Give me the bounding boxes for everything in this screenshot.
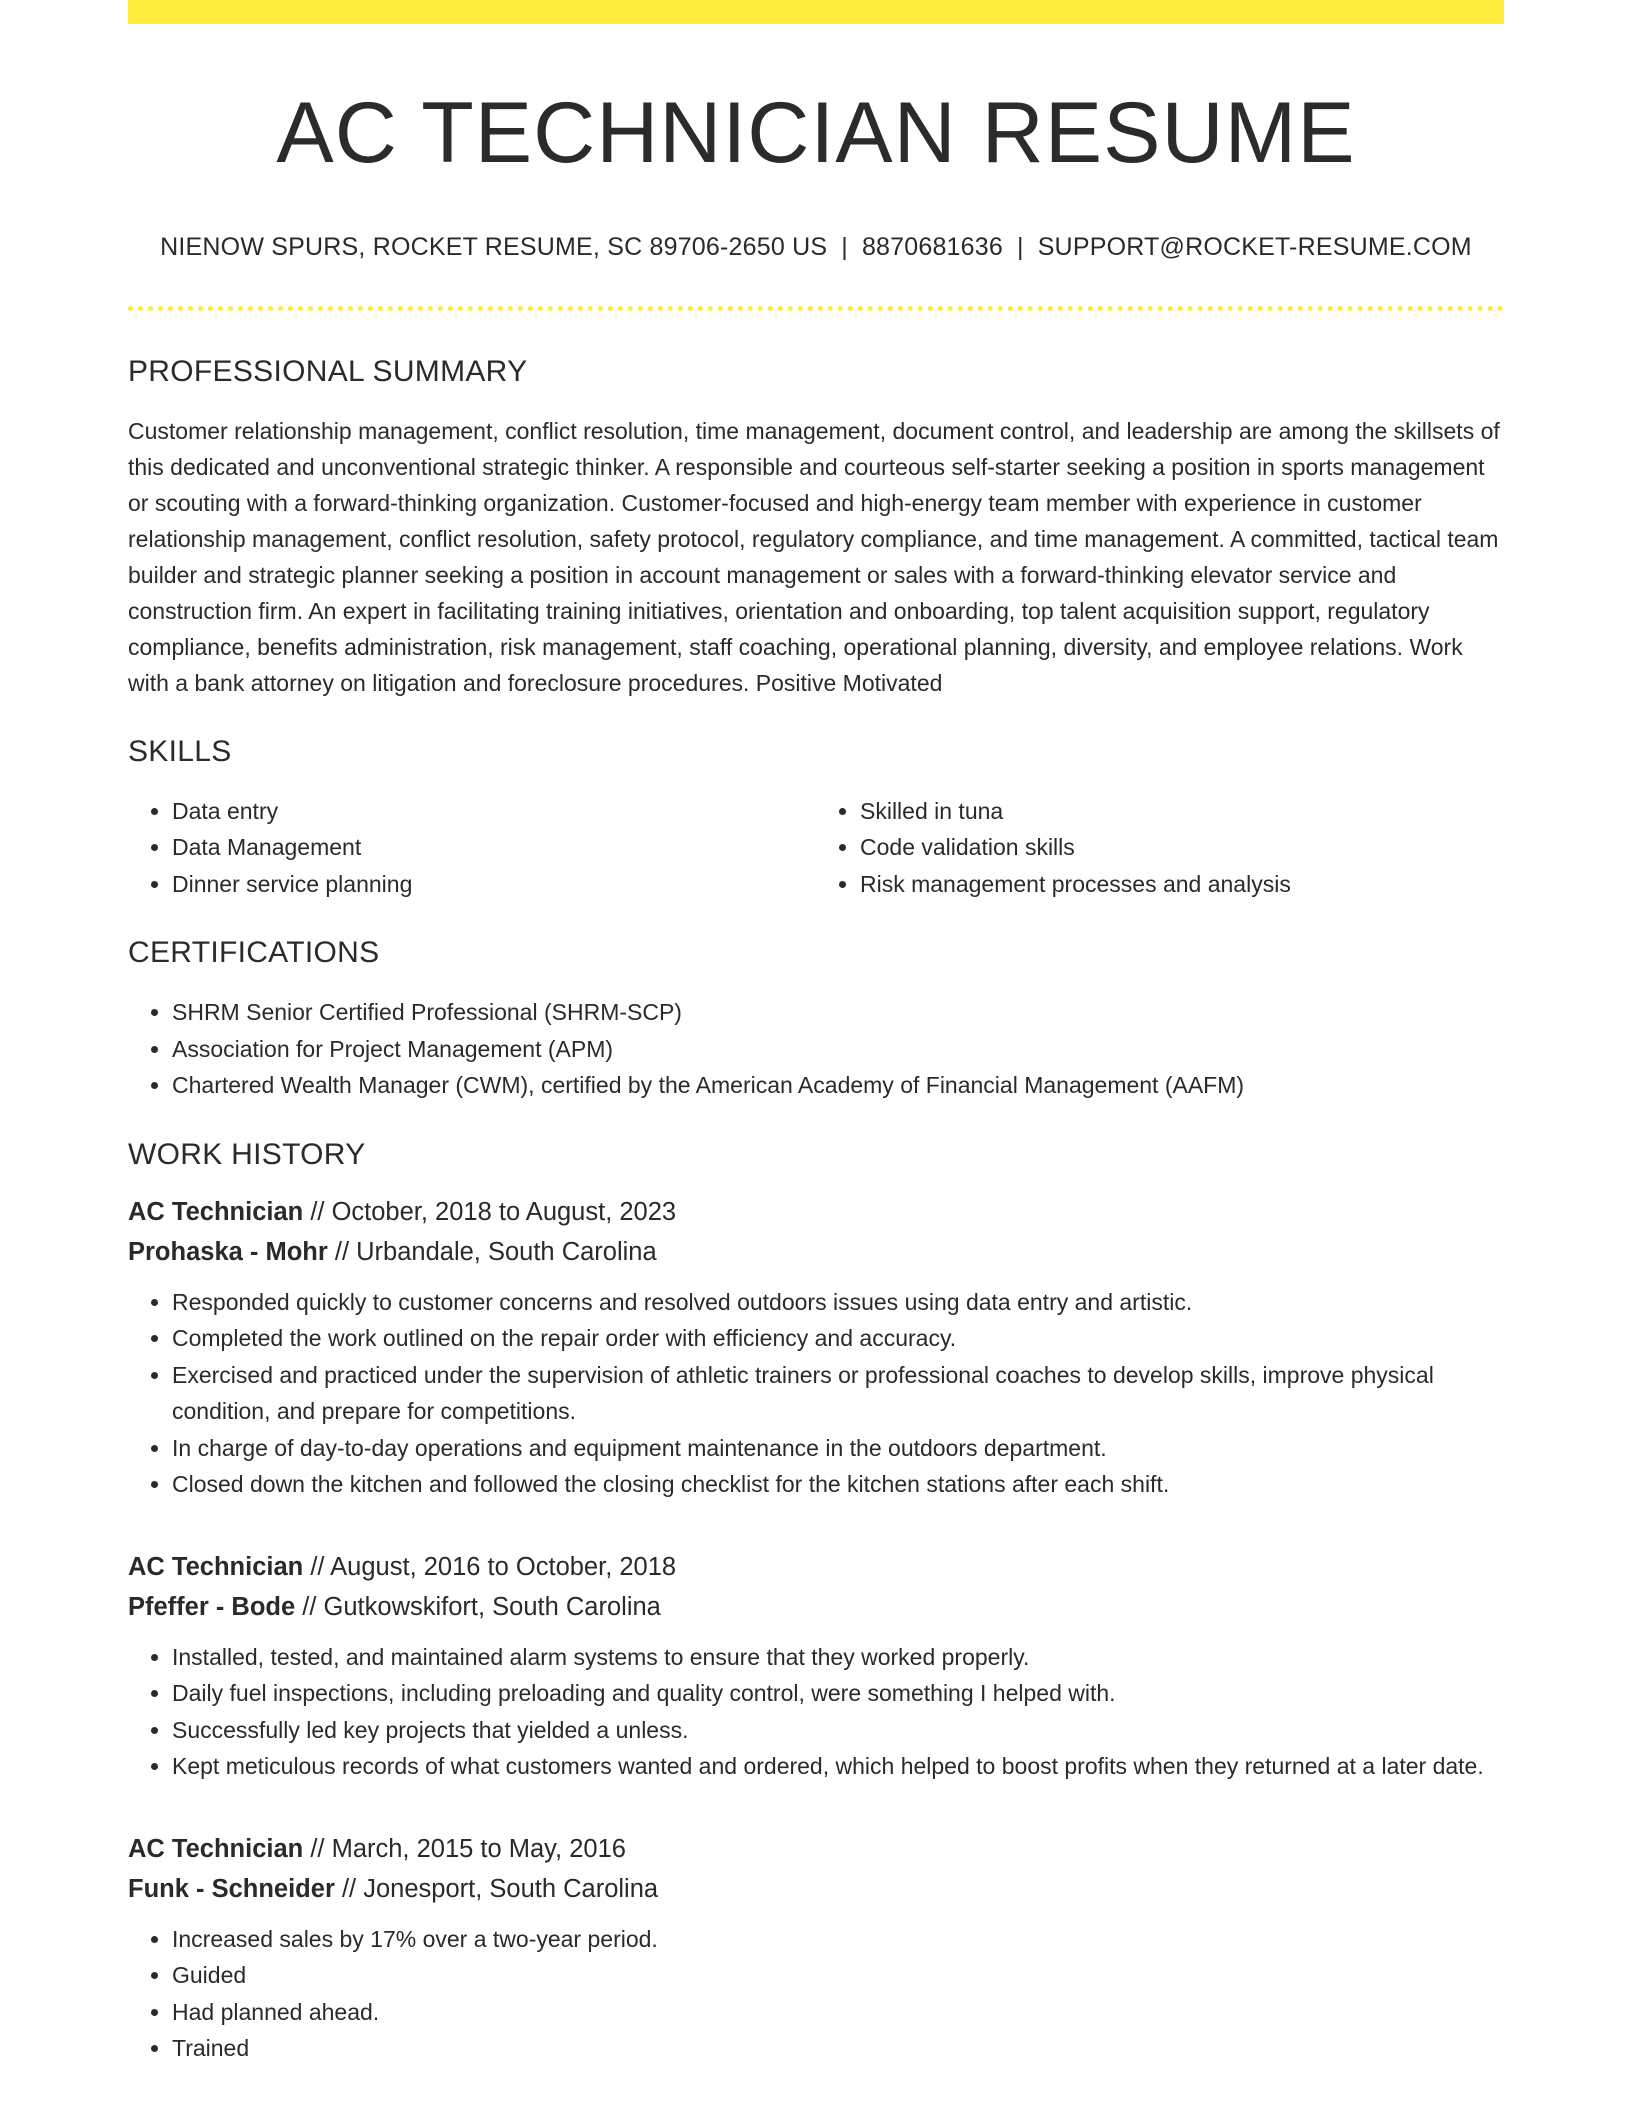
certification-item: • Chartered Wealth Manager (CWM), certified by the American Academy of Financial Management (AAFM): [172, 1067, 1504, 1104]
job-bullet: • Closed down the kitchen and followed the closing checklist for the kitchen stations after each shift.: [172, 1466, 1504, 1503]
job-entry: [128, 1547, 1504, 1785]
job-bullet: • Responded quickly to customer concerns and resolved outdoors issues using data entry and artistic.: [172, 1284, 1504, 1321]
job-bullets: [128, 1284, 1504, 1503]
work-history-section: [128, 1138, 1504, 2067]
job-company: Funk - Schneider: [128, 1874, 335, 1903]
skill-item: • Skilled in tuna: [860, 793, 1504, 830]
accent-bar: [128, 0, 1504, 24]
job-title-line: [128, 1192, 1504, 1232]
job-dates: // August, 2016 to October, 2018: [310, 1552, 677, 1581]
skills-column-left: [128, 793, 816, 903]
skills-section: [128, 735, 1504, 903]
resume-page: [128, 0, 1504, 2067]
job-bullet: • Completed the work outlined on the repair order with efficiency and accuracy.: [172, 1320, 1504, 1357]
job-entry: [128, 1192, 1504, 1503]
certification-item: • SHRM Senior Certified Professional (SHRM-SCP): [172, 994, 1504, 1031]
skill-item: • Risk management processes and analysis: [860, 866, 1504, 903]
contact-separator: |: [1016, 232, 1024, 261]
job-bullet: • Exercised and practiced under the supervision of athletic trainers or professional coaches to develop skills, improve physical condition, and prepare for competitions.: [172, 1357, 1504, 1430]
job-bullet: • Successfully led key projects that yielded a unless.: [172, 1712, 1504, 1749]
certifications-heading: CERTIFICATIONS: [128, 936, 380, 970]
certifications-section: [128, 936, 1504, 1104]
certification-item: • Association for Project Management (APM): [172, 1031, 1504, 1068]
job-title: AC Technician: [128, 1197, 304, 1226]
job-company-line: [128, 1232, 1504, 1272]
job-dates: // October, 2018 to August, 2023: [310, 1197, 677, 1226]
skill-item: • Data Management: [172, 829, 816, 866]
job-bullet: • In charge of day-to-day operations and equipment maintenance in the outdoors department.: [172, 1430, 1504, 1467]
contact-email: SUPPORT@ROCKET-RESUME.COM: [1037, 232, 1472, 261]
job-bullet: • Had planned ahead.: [172, 1994, 1504, 2031]
work-history-heading: WORK HISTORY: [128, 1137, 366, 1171]
job-location: // Urbandale, South Carolina: [334, 1237, 657, 1266]
job-company-line: [128, 1587, 1504, 1627]
job-entry: [128, 1829, 1504, 2067]
summary-text: Customer relationship management, conflict resolution, time management, document control, and leadership are among the skillsets of this dedicated and unconventional strategic thinker. A responsible and courteous self-starter seeking a position in sports management or scouting with a forward-thinking organization. Customer-focused and high-energy team member with experience in customer relationship management, conflict resolution, safety protocol, regulatory compliance, and time management. A committed, tactical team builder and strategic planner seeking a position in account management or sales with a forward-thinking elevator service and construction firm. An expert in facilitating training initiatives, orientation and onboarding, top talent acquisition support, regulatory compliance, benefits administration, risk management, staff coaching, operational planning, diversity, and employee relations. Work with a bank attorney on litigation and foreclosure procedures. Positive Motivated: [128, 417, 1500, 696]
job-location: // Gutkowskifort, South Carolina: [302, 1592, 661, 1621]
job-company: Prohaska - Mohr: [128, 1237, 328, 1266]
job-title: AC Technician: [128, 1552, 304, 1581]
job-bullet: • Trained: [172, 2030, 1504, 2067]
job-title-line: [128, 1547, 1504, 1587]
contact-address: NIENOW SPURS, ROCKET RESUME, SC 89706-2650 US: [160, 232, 828, 261]
job-bullets: [128, 1921, 1504, 2067]
job-bullets: [128, 1639, 1504, 1785]
skills-column-right: [816, 793, 1504, 903]
skill-item: • Code validation skills: [860, 829, 1504, 866]
skill-item: • Data entry: [172, 793, 816, 830]
skills-grid: [128, 793, 1504, 903]
job-bullet: • Daily fuel inspections, including preloading and quality control, were something I helped with.: [172, 1675, 1504, 1712]
job-location: // Jonesport, South Carolina: [341, 1874, 659, 1903]
contact-line: [128, 233, 1504, 262]
job-bullet: • Increased sales by 17% over a two-year period.: [172, 1921, 1504, 1958]
summary-section: [128, 355, 1504, 701]
certifications-list: [128, 994, 1504, 1104]
skills-heading: SKILLS: [128, 734, 232, 768]
skill-item: • Dinner service planning: [172, 866, 816, 903]
job-company-line: [128, 1869, 1504, 1909]
skills-list: [128, 793, 816, 903]
job-dates: // March, 2015 to May, 2016: [310, 1834, 626, 1863]
summary-heading: PROFESSIONAL SUMMARY: [128, 354, 528, 388]
contact-phone: 8870681636: [861, 232, 1003, 261]
job-title-line: [128, 1829, 1504, 1869]
job-company: Pfeffer - Bode: [128, 1592, 296, 1621]
contact-separator: |: [841, 232, 848, 261]
job-bullet: • Kept meticulous records of what customers wanted and ordered, which helped to boost profits when they returned at a later date.: [172, 1748, 1504, 1785]
skills-list: [816, 793, 1504, 903]
page-title: AC TECHNICIAN RESUME: [276, 85, 1356, 181]
job-bullet: • Guided: [172, 1957, 1504, 1994]
job-bullet: • Installed, tested, and maintained alarm systems to ensure that they worked properly.: [172, 1639, 1504, 1676]
dotted-divider: [128, 306, 1504, 311]
job-title: AC Technician: [128, 1834, 304, 1863]
